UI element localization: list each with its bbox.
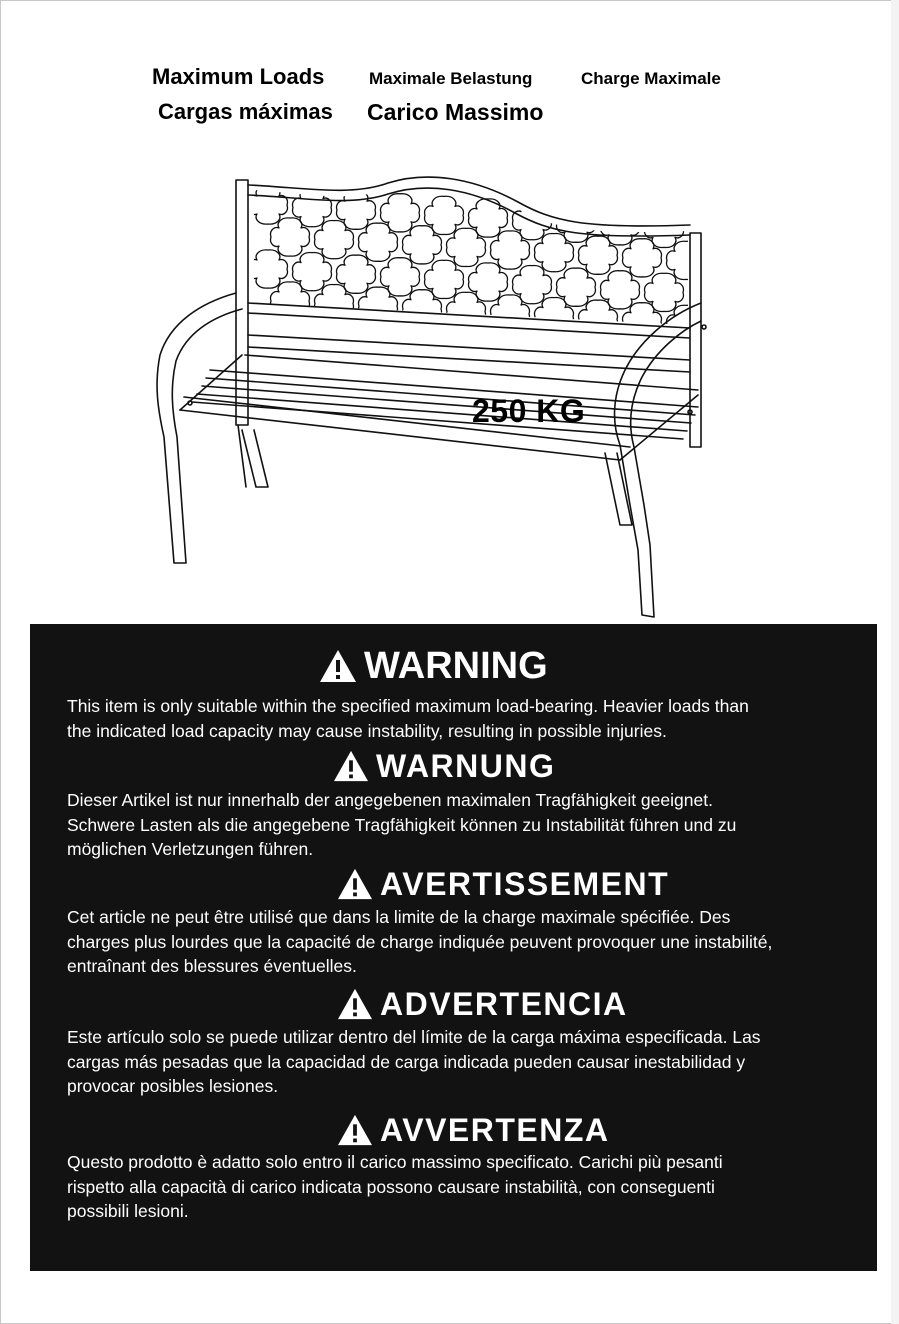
bench-back-pattern [337,191,376,229]
warning-triangle-icon [336,867,374,901]
bench-back-pattern [491,231,530,269]
warning-heading-fr [336,862,669,906]
bench-back-pattern [469,199,508,237]
warning-title: AVVERTENZA [380,1111,610,1148]
bench-back-pattern [513,265,552,303]
warning-text-it: Questo prodotto è adatto solo entro il carico massimo specificato. Carichi più pesanti rispetto alla capacità di carico indicata possono causare instabilità, con conseguenti possibili lesioni. [67,1152,723,1221]
warning-title: WARNING [364,644,548,687]
bench-back-pattern [249,186,288,224]
bench-back-pattern [381,194,420,232]
warning-heading-de [332,744,555,788]
heading-french: Charge Maximale [581,69,721,88]
bench-back-pattern [293,188,332,226]
bench-back-pattern [469,263,508,301]
bench-illustration [150,175,710,620]
bench-back-pattern [557,268,596,306]
warning-text-es: Este artículo solo se puede utilizar dentro del límite de la carga máxima especificada. Las cargas más pesadas que la capacidad de carga indicada pueden causar inestabilidad y provocar posibles lesiones. [67,1027,761,1096]
heading-german: Maximale Belastung [369,69,533,88]
warning-triangle-icon [332,749,370,783]
bench-back-pattern [447,228,486,266]
warning-title: ADVERTENCIA [380,985,628,1022]
bench-back-pattern [271,218,310,256]
warning-heading-it [336,1108,610,1152]
warning-triangle-icon [318,648,358,684]
bench-back-pattern [359,223,398,261]
bench-back-pattern [623,239,662,277]
warning-title: AVERTISSEMENT [380,865,670,902]
warning-text-fr: Cet article ne peut être utilisé que dans la limite de la charge maximale spécifiée. Des charges plus lourdes que la capacité de charge indiquée peuvent provoquer une instabilité, entraînant des blessures éventuelles. [67,907,773,976]
bench-back-pattern [315,220,354,258]
warning-panel [30,624,877,1271]
bench-back-pattern [249,250,288,288]
bench-back-pattern [403,226,442,264]
bench-back-pattern [293,252,332,290]
bench-back-pattern [579,236,618,274]
heading-spanish: Cargas máximas [158,99,333,124]
page-edge [891,0,899,1324]
bench-back-pattern [337,255,376,293]
bench-back-pattern [425,196,464,234]
warning-title: WARNUNG [376,747,556,784]
warning-triangle-icon [336,1113,374,1147]
load-capacity-label: 250 KG [472,393,586,429]
heading-english: Maximum Loads [152,64,325,89]
bench-back-pattern [645,273,684,311]
warning-text-de: Dieser Artikel ist nur innerhalb der angegebenen maximalen Tragfähigkeit geeignet. Schwere Lasten als die angegebene Tragfähigkeit können zu Instabilität führen und zu möglichen Verletzungen führen. [67,790,737,859]
heading-italian: Carico Massimo [367,99,544,125]
warning-heading-es [336,982,628,1026]
bench-back-pattern [425,260,464,298]
bench-back-pattern [645,209,684,247]
warning-text-en: This item is only suitable within the specified maximum load-bearing. Heavier loads than the indicated load capacity may cause instability, resulting in possible injuries. [67,696,749,741]
bench-back-pattern [601,271,640,309]
bench-back-pattern [381,258,420,296]
bench-back-pattern [535,233,574,271]
bench-back-pattern [667,241,706,279]
warning-triangle-icon [336,987,374,1021]
warning-heading-en [318,644,548,688]
